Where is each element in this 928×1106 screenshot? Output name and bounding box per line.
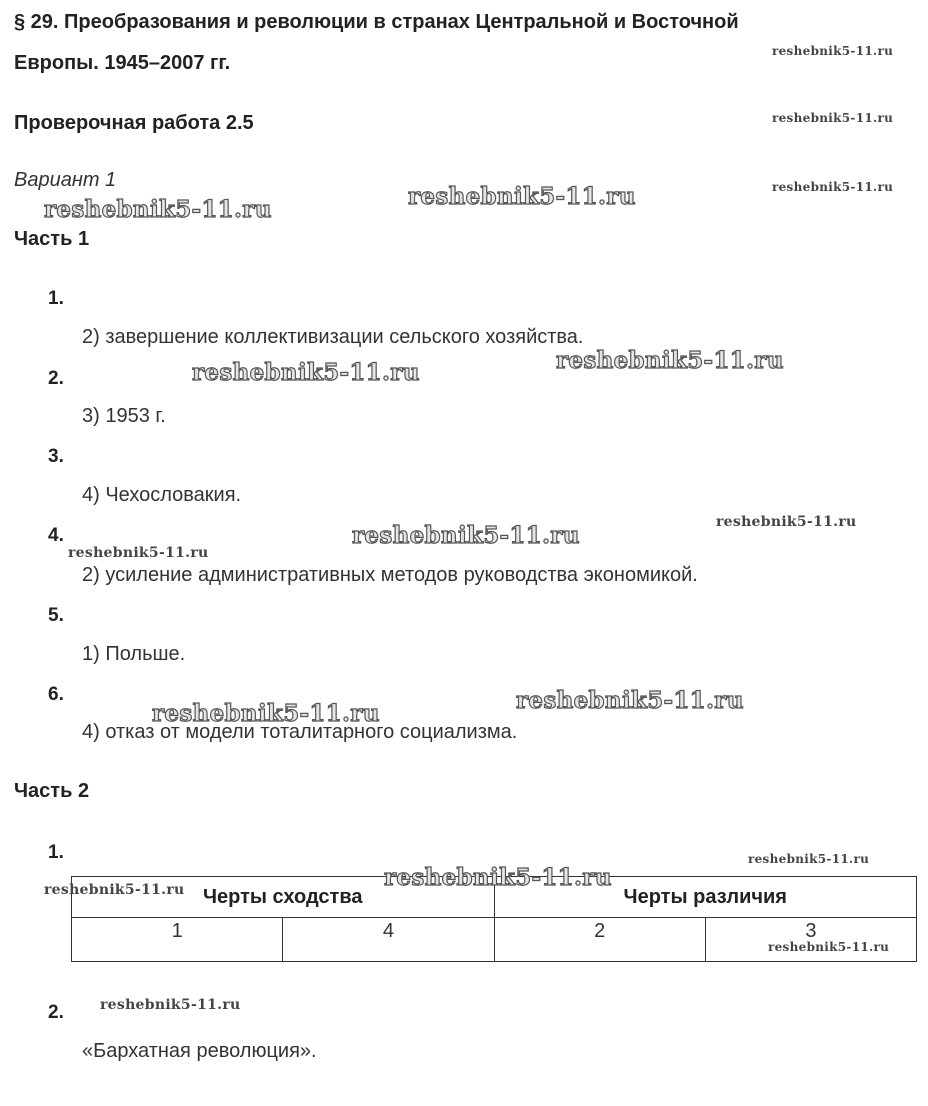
- watermark: reshebnik5-11.ru: [192, 359, 420, 386]
- part1-q2-number: 2.: [48, 368, 64, 389]
- watermark: reshebnik5-11.ru: [556, 347, 784, 374]
- watermark: reshebnik5-11.ru: [716, 514, 857, 530]
- table-cell: 3: [705, 918, 916, 962]
- watermark: reshebnik5-11.ru: [152, 700, 380, 727]
- part1-q2-answer: 3) 1953 г.: [82, 405, 166, 427]
- part1-q1-answer: 2) завершение коллективизации сельского хозяйства.: [82, 326, 584, 348]
- part1-q4-answer: 2) усиление административных методов руководства экономикой.: [82, 564, 698, 586]
- header-similarities: Черты сходства: [72, 877, 495, 918]
- watermark: reshebnik5-11.ru: [772, 180, 894, 194]
- part1-q3-answer: 4) Чехословакия.: [82, 484, 242, 506]
- watermark: reshebnik5-11.ru: [44, 882, 185, 898]
- part2-q1-number: 1.: [48, 842, 64, 863]
- header-differences: Черты различия: [494, 877, 917, 918]
- watermark: reshebnik5-11.ru: [44, 196, 272, 223]
- part1-q1-number: 1.: [48, 288, 64, 309]
- part2-heading: Часть 2: [14, 780, 90, 802]
- part2-q2-answer: «Бархатная революция».: [82, 1040, 317, 1062]
- watermark: reshebnik5-11.ru: [768, 940, 890, 954]
- table-cell: 1: [72, 918, 283, 962]
- watermark: reshebnik5-11.ru: [100, 997, 241, 1013]
- section-title-line1: § 29. Преобразования и революции в странах Центральной и Восточной: [14, 11, 739, 33]
- part1-q6-answer: 4) отказ от модели тоталитарного социализма.: [82, 721, 518, 743]
- section-title-line2: Европы. 1945–2007 гг.: [14, 52, 231, 74]
- table-cell: 2: [494, 918, 705, 962]
- variant-label: Вариант 1: [14, 169, 117, 191]
- watermark: reshebnik5-11.ru: [772, 111, 894, 125]
- watermark: reshebnik5-11.ru: [408, 183, 636, 210]
- watermark: reshebnik5-11.ru: [352, 522, 580, 549]
- watermark: reshebnik5-11.ru: [772, 44, 894, 58]
- part2-q2-number: 2.: [48, 1002, 64, 1023]
- part1-q4-number: 4.: [48, 525, 64, 546]
- watermark: reshebnik5-11.ru: [68, 545, 209, 561]
- part1-q3-number: 3.: [48, 446, 64, 467]
- part1-q5-number: 5.: [48, 605, 64, 626]
- part1-heading: Часть 1: [14, 228, 90, 250]
- watermark: reshebnik5-11.ru: [516, 687, 744, 714]
- watermark: reshebnik5-11.ru: [384, 864, 612, 891]
- part1-q6-number: 6.: [48, 684, 64, 705]
- watermark: reshebnik5-11.ru: [748, 852, 870, 866]
- table-cell: 4: [283, 918, 494, 962]
- test-heading: Проверочная работа 2.5: [14, 112, 254, 134]
- part1-q5-answer: 1) Польше.: [82, 643, 186, 665]
